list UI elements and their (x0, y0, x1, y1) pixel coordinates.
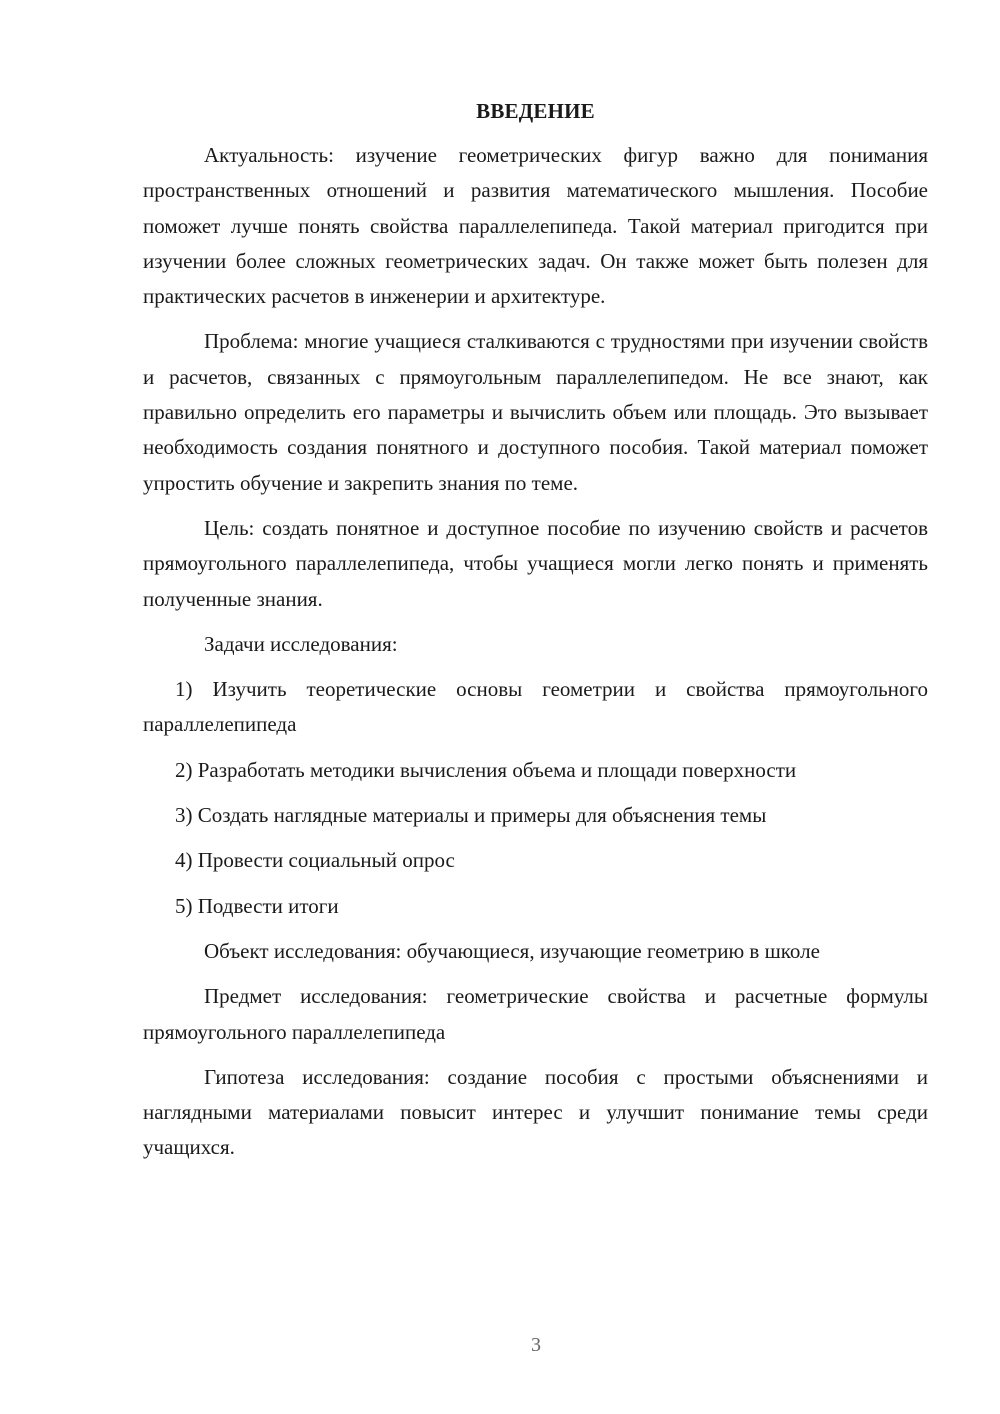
paragraph-relevance: Актуальность: изучение геометрических фигур важно для понимания пространственных отношений и развития математического мышления. Пособие поможет лучше понять свойства параллелепипеда. Такой материал пригодится при изучении более сложных геометрических задач. Он также может быть полезен для практических расчетов в инженерии и архитектуре. (143, 143, 928, 309)
document-body (143, 94, 928, 1166)
list-item: 5) Подвести итоги (175, 893, 339, 918)
paragraph-problem: Проблема: многие учащиеся сталкиваются с трудностями при изучении свойств и расчетов, связанных с прямоугольным параллелепипедом. Не все знают, как правильно определить его параметры и вычислить объем или площадь. Это вызывает необходимость создания понятного и доступного пособия. Такой материал поможет упростить обучение и закрепить знания по теме. (143, 329, 928, 495)
list-item: 3) Создать наглядные материалы и примеры для объяснения темы (175, 803, 767, 828)
page-number: 3 (531, 1334, 541, 1356)
tasks-list (143, 672, 928, 924)
paragraph-subject: Предмет исследования: геометрические свойства и расчетные формулы прямоугольного параллелепипеда (143, 984, 928, 1044)
paragraph-hypothesis: Гипотеза исследования: создание пособия с простыми объяснениями и наглядными материалами повысит интерес и улучшит понимание темы среди учащихся. (143, 1064, 928, 1160)
list-item: 2) Разработать методики вычисления объема и площади поверхности (175, 757, 797, 782)
tasks-heading: Задачи исследования: (204, 631, 398, 656)
paragraph-object: Объект исследования: обучающиеся, изучающие геометрию в школе (204, 938, 820, 963)
list-item: 4) Провести социальный опрос (175, 848, 455, 873)
list-item: 1) Изучить теоретические основы геометрии и свойства прямоугольного параллелепипеда (143, 677, 928, 737)
section-title: ВВЕДЕНИЕ (476, 99, 595, 123)
paragraph-goal: Цель: создать понятное и доступное пособие по изучению свойств и расчетов прямоугольного параллелепипеда, чтобы учащиеся могли легко понять и применять полученные знания. (143, 515, 928, 611)
